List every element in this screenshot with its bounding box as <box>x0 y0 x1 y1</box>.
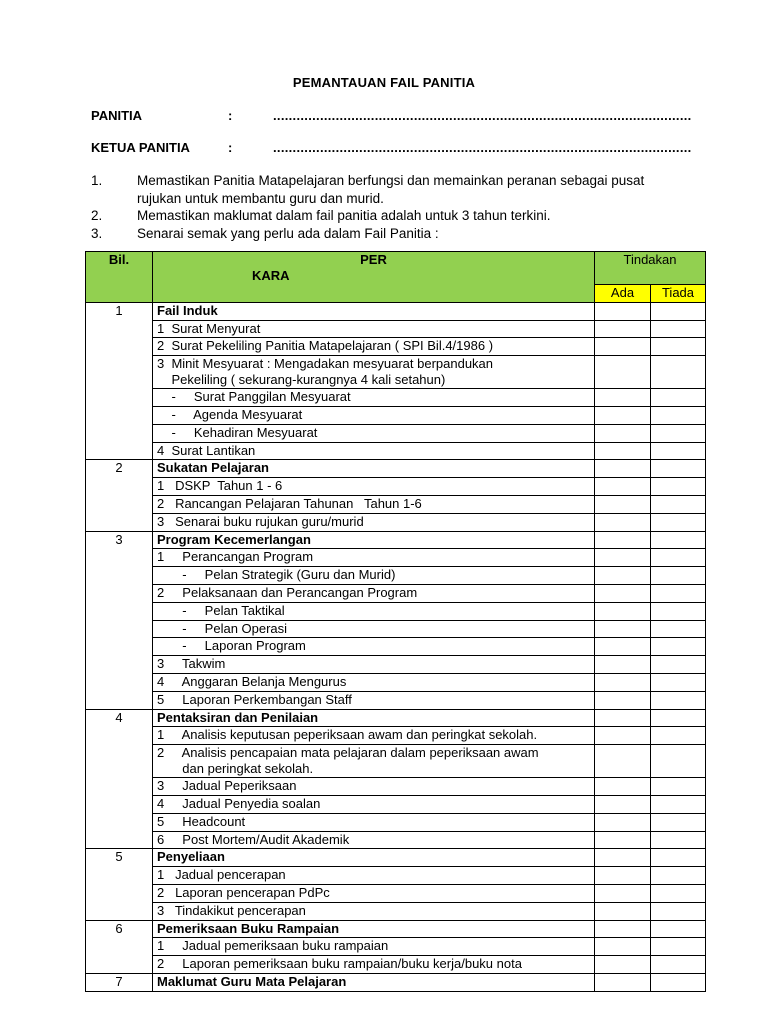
ada-checkbox-cell[interactable] <box>595 920 651 938</box>
ada-checkbox-cell[interactable] <box>595 567 651 585</box>
table-row <box>86 849 706 867</box>
tiada-checkbox-cell[interactable] <box>651 849 706 867</box>
instruction-item <box>91 225 691 243</box>
ada-checkbox-cell[interactable] <box>595 389 651 407</box>
checklist-item: 4 Jadual Penyedia soalan <box>153 795 595 813</box>
tiada-checkbox-cell[interactable] <box>651 745 706 778</box>
header-perkara <box>153 252 595 303</box>
checklist-item: 2 Laporan pencerapan PdPc <box>153 884 595 902</box>
ada-checkbox-cell[interactable] <box>595 938 651 956</box>
checklist-item: 1 Jadual pencerapan <box>153 867 595 885</box>
checklist-item: 5 Laporan Perkembangan Staff <box>153 691 595 709</box>
table-row <box>86 938 706 956</box>
bil-number: 3 <box>86 531 153 709</box>
ada-checkbox-cell[interactable] <box>595 813 651 831</box>
ada-checkbox-cell[interactable] <box>595 884 651 902</box>
ada-checkbox-cell[interactable] <box>595 513 651 531</box>
tiada-checkbox-cell[interactable] <box>651 795 706 813</box>
checklist-item: - Surat Panggilan Mesyuarat <box>153 389 595 407</box>
ada-checkbox-cell[interactable] <box>595 656 651 674</box>
ada-checkbox-cell[interactable] <box>595 956 651 974</box>
ada-checkbox-cell[interactable] <box>595 424 651 442</box>
instruction-text: Senarai semak yang perlu ada dalam Fail Panitia : <box>137 225 439 241</box>
ada-checkbox-cell[interactable] <box>595 406 651 424</box>
bil-number: 1 <box>86 302 153 460</box>
checklist-item: 3 Tindakikut pencerapan <box>153 902 595 920</box>
ada-checkbox-cell[interactable] <box>595 584 651 602</box>
instruction-list <box>91 172 691 242</box>
tiada-checkbox-cell[interactable] <box>651 638 706 656</box>
instruction-item <box>91 207 691 225</box>
table-row <box>86 424 706 442</box>
table-row <box>86 602 706 620</box>
checklist-item: 1 Perancangan Program <box>153 549 595 567</box>
ada-checkbox-cell[interactable] <box>595 460 651 478</box>
checklist-item: 2 Pelaksanaan dan Perancangan Program <box>153 584 595 602</box>
tiada-checkbox-cell[interactable] <box>651 884 706 902</box>
bil-number: 4 <box>86 709 153 849</box>
table-row <box>86 778 706 796</box>
tiada-checkbox-cell[interactable] <box>651 406 706 424</box>
tiada-checkbox-cell[interactable] <box>651 356 706 389</box>
document-title: PEMANTAUAN FAIL PANITIA <box>292 75 476 90</box>
table-row <box>86 795 706 813</box>
table-row <box>86 549 706 567</box>
ada-checkbox-cell[interactable] <box>595 831 651 849</box>
tiada-checkbox-cell[interactable] <box>651 620 706 638</box>
tiada-checkbox-cell[interactable] <box>651 973 706 991</box>
table-row <box>86 478 706 496</box>
table-row <box>86 495 706 513</box>
section-heading: Program Kecemerlangan <box>153 531 595 549</box>
table-row <box>86 531 706 549</box>
ketua-panitia-label: KETUA PANITIA <box>91 140 190 155</box>
checklist-item: 2 Laporan pemeriksaan buku rampaian/buku kerja/buku nota <box>153 956 595 974</box>
checklist-item: 4 Anggaran Belanja Mengurus <box>153 673 595 691</box>
checklist-table <box>85 251 706 992</box>
tiada-checkbox-cell[interactable] <box>651 389 706 407</box>
checklist-item: 5 Headcount <box>153 813 595 831</box>
tiada-checkbox-cell[interactable] <box>651 513 706 531</box>
ada-checkbox-cell[interactable] <box>595 495 651 513</box>
ada-checkbox-cell[interactable] <box>595 778 651 796</box>
instruction-text: Memastikan maklumat dalam fail panitia adalah untuk 3 tahun terkini. <box>137 208 551 223</box>
checklist-item: - Pelan Taktikal <box>153 602 595 620</box>
ada-checkbox-cell[interactable] <box>595 442 651 460</box>
instruction-item <box>91 172 691 207</box>
table-row <box>86 442 706 460</box>
panitia-label: PANITIA <box>91 108 143 123</box>
ada-checkbox-cell[interactable] <box>595 531 651 549</box>
section-heading: Maklumat Guru Mata Pelajaran <box>153 973 595 991</box>
table-row <box>86 302 706 320</box>
ada-checkbox-cell[interactable] <box>595 620 651 638</box>
table-row <box>86 584 706 602</box>
ada-checkbox-cell[interactable] <box>595 867 651 885</box>
section-heading: Fail Induk <box>153 302 595 320</box>
tiada-checkbox-cell[interactable] <box>651 602 706 620</box>
tiada-checkbox-cell[interactable] <box>651 867 706 885</box>
tiada-checkbox-cell[interactable] <box>651 778 706 796</box>
ketua-panitia-fill-line[interactable]: ........................................................................................................... <box>273 140 692 155</box>
tiada-checkbox-cell[interactable] <box>651 920 706 938</box>
table-row <box>86 460 706 478</box>
table-row <box>86 867 706 885</box>
tiada-checkbox-cell[interactable] <box>651 424 706 442</box>
section-heading: Pemeriksaan Buku Rampaian <box>153 920 595 938</box>
checklist-item: 3 Jadual Peperiksaan <box>153 778 595 796</box>
table-row <box>86 956 706 974</box>
ada-checkbox-cell[interactable] <box>595 709 651 727</box>
tiada-checkbox-cell[interactable] <box>651 813 706 831</box>
ada-checkbox-cell[interactable] <box>595 745 651 778</box>
ketua-panitia-colon: : <box>228 140 233 155</box>
table-row <box>86 813 706 831</box>
ada-checkbox-cell[interactable] <box>595 638 651 656</box>
checklist-item: 2 Rancangan Pelajaran Tahunan Tahun 1-6 <box>153 495 595 513</box>
ada-checkbox-cell[interactable] <box>595 973 651 991</box>
table-row <box>86 638 706 656</box>
ada-checkbox-cell[interactable] <box>595 902 651 920</box>
checklist-item: 1 DSKP Tahun 1 - 6 <box>153 478 595 496</box>
table-row <box>86 902 706 920</box>
table-row <box>86 673 706 691</box>
header-tindakan: Tindakan <box>595 252 706 285</box>
table-row <box>86 709 706 727</box>
bil-number: 2 <box>86 460 153 531</box>
tiada-checkbox-cell[interactable] <box>651 442 706 460</box>
panitia-fill-line[interactable]: ........................................................................................................... <box>273 108 692 123</box>
checklist-item: - Agenda Mesyuarat <box>153 406 595 424</box>
checklist-item: 1 Surat Menyurat <box>153 320 595 338</box>
checklist-item: 3 Minit Mesyuarat : Mengadakan mesyuarat berpandukan Pekeliling ( sekurang-kurangnya 4 kali setahun) <box>153 356 595 389</box>
table-row <box>86 567 706 585</box>
section-heading: Sukatan Pelajaran <box>153 460 595 478</box>
table-row <box>86 320 706 338</box>
header-ada: Ada <box>595 285 651 303</box>
ada-checkbox-cell[interactable] <box>595 602 651 620</box>
ada-checkbox-cell[interactable] <box>595 691 651 709</box>
header-perkara-line1: PER <box>360 252 387 267</box>
table-row <box>86 884 706 902</box>
instruction-number: 3. <box>91 225 103 241</box>
tiada-checkbox-cell[interactable] <box>651 673 706 691</box>
instruction-number: 2. <box>91 208 103 223</box>
tiada-checkbox-cell[interactable] <box>651 727 706 745</box>
instruction-number: 1. <box>91 173 103 188</box>
ada-checkbox-cell[interactable] <box>595 727 651 745</box>
table-row <box>86 513 706 531</box>
checklist-item: 3 Senarai buku rujukan guru/murid <box>153 513 595 531</box>
ada-checkbox-cell[interactable] <box>595 849 651 867</box>
tiada-checkbox-cell[interactable] <box>651 531 706 549</box>
ada-checkbox-cell[interactable] <box>595 338 651 356</box>
checklist-item: 3 Takwim <box>153 656 595 674</box>
table-row <box>86 356 706 389</box>
checklist-item: 2 Surat Pekeliling Panitia Matapelajaran ( SPI Bil.4/1986 ) <box>153 338 595 356</box>
header-bil: Bil. <box>86 252 153 303</box>
panitia-colon: : <box>228 108 233 123</box>
checklist-item: 2 Analisis pencapaian mata pelajaran dalam peperiksaan awam dan peringkat sekolah. <box>153 745 595 778</box>
checklist-item: 6 Post Mortem/Audit Akademik <box>153 831 595 849</box>
table-row <box>86 920 706 938</box>
table-row <box>86 656 706 674</box>
checklist-item: 4 Surat Lantikan <box>153 442 595 460</box>
ada-checkbox-cell[interactable] <box>595 795 651 813</box>
tiada-checkbox-cell[interactable] <box>651 584 706 602</box>
bil-number: 5 <box>86 849 153 920</box>
table-row <box>86 727 706 745</box>
ada-checkbox-cell[interactable] <box>595 478 651 496</box>
tiada-checkbox-cell[interactable] <box>651 460 706 478</box>
table-row <box>86 406 706 424</box>
header-perkara-line2: KARA <box>252 268 290 283</box>
checklist-item: - Pelan Strategik (Guru dan Murid) <box>153 567 595 585</box>
header-tiada: Tiada <box>651 285 706 303</box>
tiada-checkbox-cell[interactable] <box>651 902 706 920</box>
table-row <box>86 973 706 991</box>
ada-checkbox-cell[interactable] <box>595 302 651 320</box>
tiada-checkbox-cell[interactable] <box>651 656 706 674</box>
table-row <box>86 620 706 638</box>
checklist-item: - Pelan Operasi <box>153 620 595 638</box>
tiada-checkbox-cell[interactable] <box>651 831 706 849</box>
ada-checkbox-cell[interactable] <box>595 356 651 389</box>
tiada-checkbox-cell[interactable] <box>651 495 706 513</box>
ada-checkbox-cell[interactable] <box>595 549 651 567</box>
table-row <box>86 831 706 849</box>
tiada-checkbox-cell[interactable] <box>651 956 706 974</box>
tiada-checkbox-cell[interactable] <box>651 567 706 585</box>
tiada-checkbox-cell[interactable] <box>651 302 706 320</box>
ada-checkbox-cell[interactable] <box>595 320 651 338</box>
table-row <box>86 691 706 709</box>
checklist-item: 1 Analisis keputusan peperiksaan awam dan peringkat sekolah. <box>153 727 595 745</box>
tiada-checkbox-cell[interactable] <box>651 549 706 567</box>
tiada-checkbox-cell[interactable] <box>651 478 706 496</box>
instruction-text: Memastikan Panitia Matapelajaran berfungsi dan memainkan peranan sebagai pusat rujukan untuk membantu guru dan murid. <box>137 173 645 206</box>
bil-number: 6 <box>86 920 153 973</box>
section-heading: Penyeliaan <box>153 849 595 867</box>
table-row <box>86 389 706 407</box>
tiada-checkbox-cell[interactable] <box>651 338 706 356</box>
ada-checkbox-cell[interactable] <box>595 673 651 691</box>
table-header-row <box>86 252 706 285</box>
checklist-item: - Kehadiran Mesyuarat <box>153 424 595 442</box>
tiada-checkbox-cell[interactable] <box>651 320 706 338</box>
tiada-checkbox-cell[interactable] <box>651 691 706 709</box>
tiada-checkbox-cell[interactable] <box>651 709 706 727</box>
section-heading: Pentaksiran dan Penilaian <box>153 709 595 727</box>
checklist-item: 1 Jadual pemeriksaan buku rampaian <box>153 938 595 956</box>
tiada-checkbox-cell[interactable] <box>651 938 706 956</box>
table-row <box>86 745 706 778</box>
checklist-item: - Laporan Program <box>153 638 595 656</box>
table-row <box>86 338 706 356</box>
bil-number: 7 <box>86 973 153 991</box>
